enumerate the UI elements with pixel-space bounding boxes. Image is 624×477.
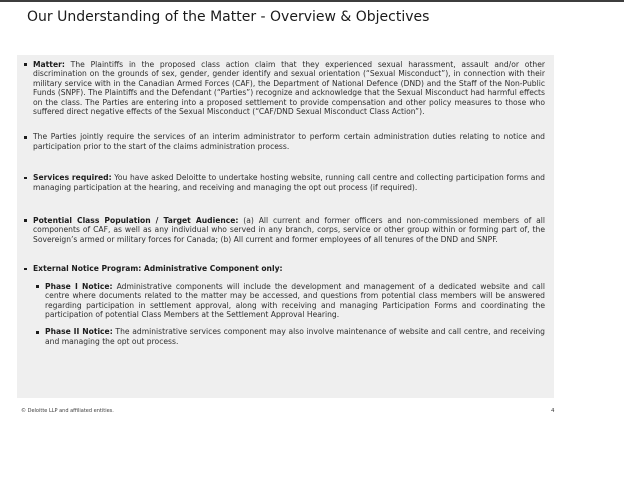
bullet-square-icon xyxy=(24,177,27,180)
bullet-services-required xyxy=(22,173,545,192)
bullet-external-notice-label: External Notice Program: Administrative Component only: xyxy=(33,264,283,274)
bullet-class-population-text: (a) All current and former officers and non-commissioned members of all components of CAF, as well as any individual who served in any branch, corps, service or other group within or forming part of, the Sovereign’s armed or military forces for Canada; (b) All current and former employees of all tenures of the DND and SNPF. xyxy=(33,216,545,244)
bullet-square-icon xyxy=(24,268,27,271)
bullet-matter-label: Matter: xyxy=(33,60,65,69)
bullet-matter xyxy=(22,60,545,116)
bullet-class-population-label: Potential Class Population / Target Audience: xyxy=(33,216,239,226)
sub-bullet-phase-1-notice xyxy=(34,282,545,320)
copyright-notice: © Deloitte LLP and affiliated entities. xyxy=(21,408,114,414)
bullet-services-text: You have asked Deloitte to undertake hosting website, running call centre and collecting participation forms and managing participation at the hearing, and receiving and managing the opt out process (if required). xyxy=(33,173,545,192)
bullet-square-icon xyxy=(36,285,39,288)
bullet-external-notice-program xyxy=(22,264,545,273)
page-number: 4 xyxy=(551,408,555,414)
page-title: Our Understanding of the Matter - Overview & Objectives xyxy=(27,9,430,25)
bullet-square-icon xyxy=(24,219,27,222)
phase-1-notice-label: Phase I Notice: xyxy=(45,281,113,291)
slide-top-border xyxy=(0,0,624,2)
content-panel xyxy=(17,55,554,398)
phase-2-notice-text: The administrative services component may also involve maintenance of website and call centre, and receiving and managing the opt out process. xyxy=(45,327,545,346)
bullet-matter-text: The Plaintiffs in the proposed class action claim that they experienced sexual harassment, assault and/or other discrimination on the grounds of sex, gender, gender identify and sexual orientation (“Sexual Misconduct”), in connection with their military service with in the Canadian Armed Forces (CAF), the Department of National Defence (DND) and the Staff of the Non-Public Funds (SNPF). The Plaintiffs and the Defendant (“Parties”) recognize and acknowledge that the Sexual Misconduct had harmful effects on the class. The Parties are entering into a proposed settlement to provide compensation and other policy measures to those who suffered direct negative effects of the Sexual Misconduct (“CAF/DND Sexual Misconduct Class Action”). xyxy=(33,60,545,117)
sub-bullet-phase-2-notice xyxy=(34,327,545,346)
bullet-parties xyxy=(22,132,545,151)
bullet-square-icon xyxy=(36,331,39,334)
bullet-services-label: Services required: xyxy=(33,173,112,183)
bullet-parties-text: The Parties jointly require the services of an interim administrator to perform certain administration duties relating to notice and participation prior to the start of the claims administration process. xyxy=(33,132,545,151)
bullet-class-population xyxy=(22,216,545,244)
phase-1-notice-text: Administrative components will include the development and management of a dedicated website and call centre where documents related to the matter may be accessed, and questions from potential class members will be answered regarding participation in settlement approval, along with receiving and managing Participation Forms and coordinating the participation of potential Class Members at the Settlement Approval Hearing. xyxy=(45,281,545,319)
phase-2-notice-label: Phase II Notice: xyxy=(45,327,113,337)
bullet-square-icon xyxy=(24,136,27,139)
bullet-square-icon xyxy=(24,63,27,66)
